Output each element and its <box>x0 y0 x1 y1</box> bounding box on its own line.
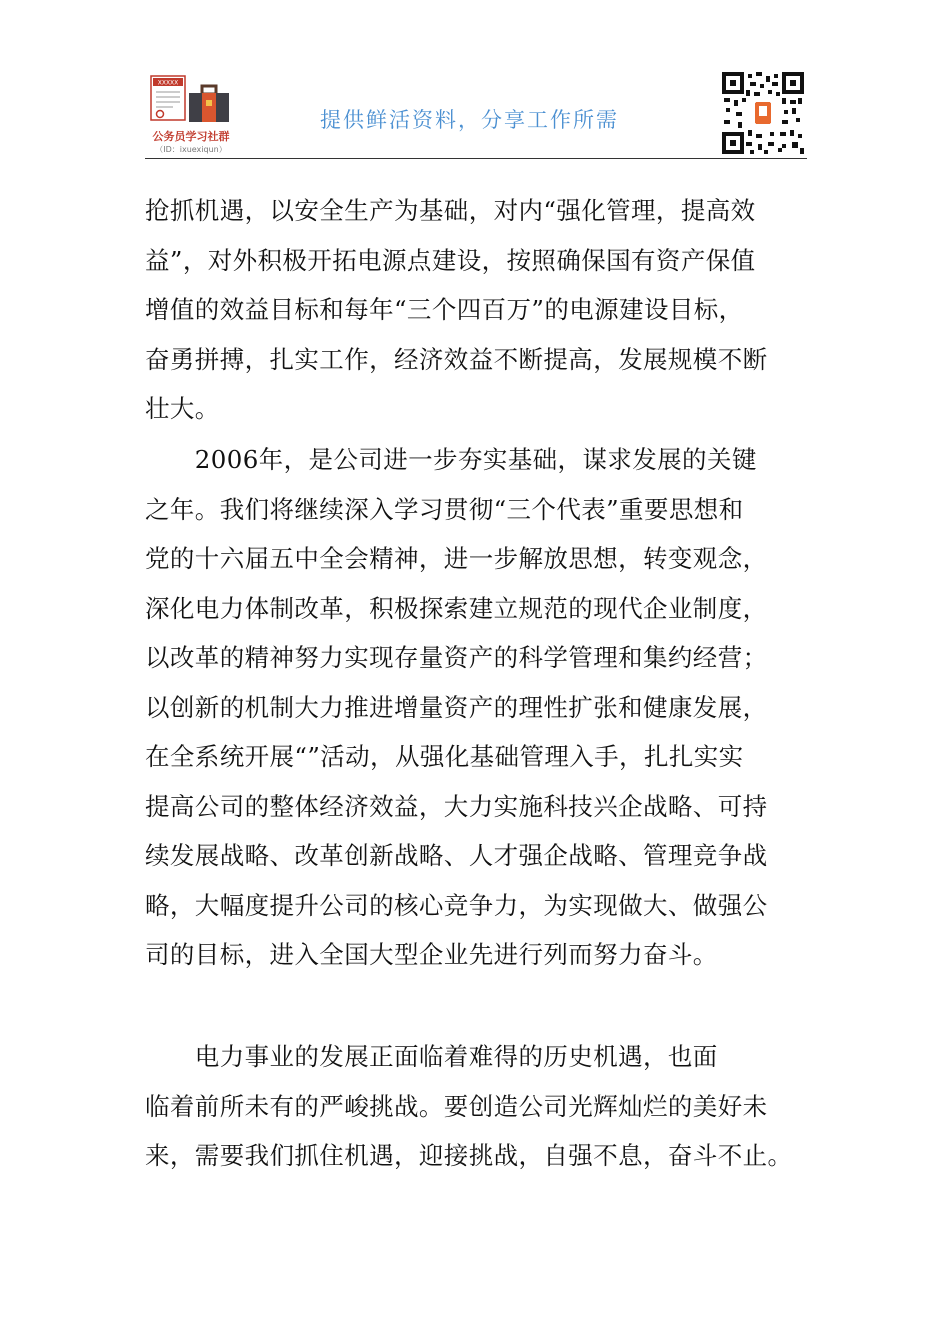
text-line: 在全系统开展“”活动，从强化基础管理入手，扎扎实实 <box>145 742 744 771</box>
text-line: 以创新的机制大力推进增量资产的理性扩张和健康发展， <box>145 692 768 722</box>
text-line: 抢抓机遇，以安全生产为基础，对内“强化管理，提高效 <box>145 196 756 225</box>
text-line: 电力事业的发展正面临着难得的历史机遇，也面 <box>145 1042 718 1071</box>
text-line: 续发展战略、改革创新战略、人才强企战略、管理竞争战 <box>145 841 768 870</box>
paragraph-2 <box>145 435 807 980</box>
text-line: 之年。我们将继续深入学习贯彻“三个代表”重要思想和 <box>145 494 744 524</box>
paragraph-1 <box>145 186 807 434</box>
page-header <box>145 68 807 160</box>
text-line: 临着前所未有的严峻挑战。要创造公司光辉灿烂的美好未 <box>145 1091 768 1121</box>
text-line: 略，大幅度提升公司的核心竞争力，为实现做大、做强公 <box>145 890 768 920</box>
logo-id: （ID：ixuexiqun） <box>155 145 227 154</box>
text-line: 增值的效益目标和每年“三个四百万”的电源建设目标， <box>145 295 744 324</box>
text-line: 以改革的精神努力实现存量资产的科学管理和集约经营； <box>145 643 768 672</box>
brand-logo <box>145 70 237 158</box>
text-line: 来，需要我们抓住机遇，迎接挑战，自强不息，奋斗不止。 <box>145 1141 793 1170</box>
text-line: 深化电力体制改革，积极探索建立规范的现代企业制度， <box>145 593 768 623</box>
logo-name: 公务员学习社群 <box>152 130 230 143</box>
header-divider <box>145 158 807 159</box>
briefcase-icon <box>187 84 231 124</box>
logo-badge-text: XXXXX <box>157 79 179 87</box>
document-stack-icon <box>149 74 189 122</box>
paragraph-3 <box>145 1032 807 1181</box>
text-line: 党的十六届五中全会精神，进一步解放思想，转变观念， <box>145 544 768 573</box>
text-line: 壮大。 <box>145 394 220 423</box>
text-line: 奋勇拼搏，扎实工作，经济效益不断提高，发展规模不断 <box>145 344 768 374</box>
text-line: 提高公司的整体经济效益，大力实施科技兴企战略、可持 <box>145 791 768 821</box>
text-line: 2006年，是公司进一步夯实基础，谋求发展的关键 <box>145 445 757 474</box>
header-slogan: 提供鲜活资料，分享工作所需 <box>320 108 619 132</box>
qr-code-icon[interactable] <box>722 72 804 154</box>
text-line: 司的目标，进入全国大型企业先进行列而努力奋斗。 <box>145 940 718 969</box>
text-line: 益”，对外积极开拓电源点建设，按照确保国有资产保值 <box>145 245 756 275</box>
